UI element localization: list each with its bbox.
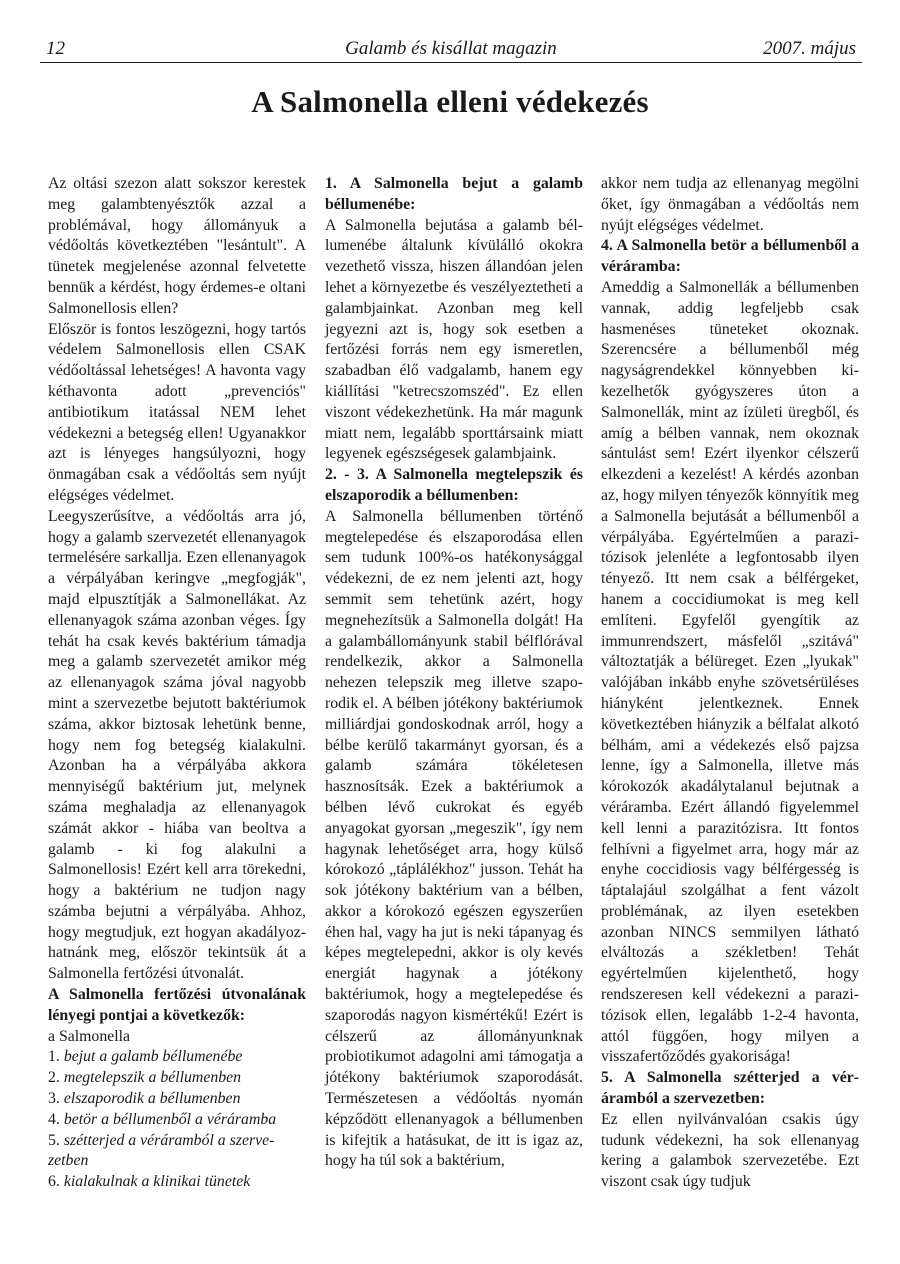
section-heading: 5. A Salmonella szétterjed a véráramból a szervezetben:	[601, 1069, 859, 1108]
page-header	[40, 36, 862, 63]
magazine-name: Galamb és kisállat magazin	[345, 38, 557, 59]
paragraph: Ez ellen nyilvánvalóan csakis úgy tudunk védekezni, ha sok ellenanyag kering a galambok szervezetébe. Ezt viszont csak úgy tudjuk	[601, 1110, 859, 1191]
paragraph: Ameddig a Salmonellák a béllumenben vannak, addig legfeljebb csak hasmenéses tüneteket okoznak. Szerencsére a béllumenből még nagyságrendekkel könnyebben kikezelhetők gyógyszeres úton a Salmonellák, mint az ízületi üregből, és amíg a bélben vannak, nem okoznak sántulást sem! Ezért ilyenkor célszerű elkezdeni a kezelést! A kérdés azonban az, hogy milyen tényezők könnyítik meg a Salmonella bejutását a béllumenből a vérpályába. Egyértelműen a parazitózisok jelenléte a legfontosabb ilyen tényező. Itt nem csak a bélférgeket, hanem a coccidiumokat is meg kell említeni. Egyfelől gyengítik az immunrendszert, másfelől „szitává" változtatják a bélüreget. Ezen „lyukak" valójában inkább enyhe szövetsérüléses hiányként jelentkeznek. Ennek következtében hiányzik a bélfalat alkotó bélhám, ami a védekezés első pajzsa lenne, így a Salmonella, illetve más kórokozók akadálytalanul bejutnak a véráramba. Ezért állandó figyelemmel kell lenni a parazitózisra. Itt fontos felhívni a figyelmet arra, hogy már az enyhe coccidiosis vagy bélférgesség is táptalajául szolgálhat a fent vázolt problémának, az ilyen esetekben azonban NINCS semmilyen látható elváltozás a székletben! Tehát egyértelműen kijelenthető, hogy rendszeresen kell védekezni a parazitózisok ellen, legalább 1-2-4 havonta, attól függően, hogy milyen a visszafertőződés gyakorisága!	[601, 278, 859, 1066]
infection-steps-list	[48, 1047, 306, 1193]
list-item: 2. megtelepszik a béllumenben	[48, 1069, 242, 1087]
column-3	[601, 174, 859, 1234]
column-1	[48, 174, 306, 1234]
paragraph: Az oltási szezon alatt sokszor kerestek meg galambtenyésztők azzal a problémával, hogy állományuk a védőoltás következtében "lesántult". A tünetek megjelenése azonnal felvetette bennük a kérdést, hogy érdemes-e oltani Salmonellosis ellen?	[48, 175, 306, 317]
issue-date: 2007. május	[763, 38, 856, 59]
section-heading: 4. A Salmonella betör a béllumenből a véráramba:	[601, 237, 859, 276]
list-item: 1. bejut a galamb béllumenébe	[48, 1048, 243, 1066]
paragraph: A Salmonella bejutása a galamb béllumenébe általunk kívülálló okokra vezethető vissza, hiszen állandóan jelen lehet a környezetbe és veszélyeztetheti a galambjainkat. Azonban meg kell jegyezni azt is, hogy sok esetben a fertőzési forrás nem egy ismeretlen, szabadban élő vadgalamb, hanem egy kiállítási "ketrecszomszéd". Ez ellen viszont védekezhetünk. Ha már magunk miatt nem, legalább sporttársaink miatt legyenek egészségesek galambjaink.	[325, 216, 583, 463]
list-intro: a Salmonella	[48, 1027, 131, 1045]
list-item: 6. kialakulnak a klinikai tünetek	[48, 1173, 251, 1191]
paragraph: akkor nem tudja az ellenanyag megölni őket, így önmagában a védőoltás nem nyújt elégséges védelmet.	[601, 175, 859, 234]
list-item: 5. szétterjed a véráramból a szervezetben	[48, 1131, 275, 1170]
paragraph: A Salmonella béllumenben történő megtelepedése és elszaporodása ellen sem tudunk 100%-os hatékonysággal védekezni, de ez nem jelenti azt, hogy semmit sem tehetünk azért, hogy megnehezítsük a Salmonella dolgát! Ha a galambállományunk stabil bélflórával rendelkezik, akkor a Salmonella nehezen telepszik meg illetve szaporodik el. A bélben jótékony baktériumok milliárdjai gondoskodnak arról, hogy a bélbe kerülő takarmányt gyorsan, és a galamb számára tökéletesen hasznosítsák. Ezek a baktériumok a bélben lévő cukrokat és egyéb anyagokat gyorsan „megeszik", így nem hagynak lehetőséget arra, hogy külső kórokozó „táplálékhoz" jusson. Tehát ha sok jótékony baktérium van a bélben, akkor a kórokozó egészen egyszerűen éhen hal, vagy ha jut is neki tápanyag és képes megtelepedni, akkor is oly kevés energiát hagynak a jótékony baktériumok, hogy a megtelepedése és szaporodás nagyon kismértékű! Ezért is célszerű az állományunknak probiotikumot adagolni ami támogatja a jótékony baktériumok szaporodását. Természetesen a védőoltás nyomán képződött ellenanyagok a béllumenben is kifejtik a hatásukat, de itt is igaz az, hogy ha túl sok a baktérium,	[325, 507, 583, 1170]
paragraph: Leegyszerűsítve, a védőoltás arra jó, hogy a galamb szervezetét ellenanyagok termelésére sarkallja. Ezen ellenanyagok a vérpályában keringve „megfogják", majd elpusztítják a Salmonellákat. Az ellenanyagok száma azonban véges. Így tehát ha csak kevés baktérium támadja meg a galamb szervezetét amikor még az ellenanyagok száma jóval nagyobb mint a szervezetbe bejutott baktériumok száma, akkor biztosak lehetünk benne, hogy nem fog betegség kialakulni. Azonban ha a vérpályába akkora mennyiségű baktérium jut, melynek száma meghaladja az ellenanyagok számát akkor - hiába van beoltva a galamb - ki fog alakulni a Salmonellosis! Ezért kell arra törekedni, hogy a baktérium ne tudjon nagy számba bejutni a vérpályába. Ahhoz, hogy megtudjuk, ezt hogyan akadályozhatnánk meg, először tekintsük át a Salmonella fertőzési útvonalát.	[48, 507, 306, 983]
section-heading: 1. A Salmonella bejut a galamb béllumenébe:	[325, 175, 583, 213]
article-title: A Salmonella elleni védekezés	[251, 84, 649, 119]
column-2	[325, 174, 583, 1234]
paragraph: Először is fontos leszögezni, hogy tartós védelem Salmonellosis ellen CSAK védőoltással lehetséges! A havonta vagy kéthavonta adott „prevenciós" antibiotikum itatással NEM lehet védekezni a betegség ellen! Ugyanakkor azt is lényeges hangsúlyozni, hogy önmagában csak a védőoltás sem nyújt elégséges védelmet.	[48, 320, 306, 504]
section-heading: A Salmonella fertőzési útvonalának lényegi pontjai a következők:	[48, 986, 306, 1024]
list-item: 4. betör a béllumenből a véráramba	[48, 1110, 277, 1128]
section-heading: 2. - 3. A Salmonella megtelepszik és elszaporodik a béllumenben:	[325, 466, 583, 504]
page-number: 12	[46, 38, 65, 59]
list-item: 3. elszaporodik a béllumenben	[48, 1090, 241, 1108]
